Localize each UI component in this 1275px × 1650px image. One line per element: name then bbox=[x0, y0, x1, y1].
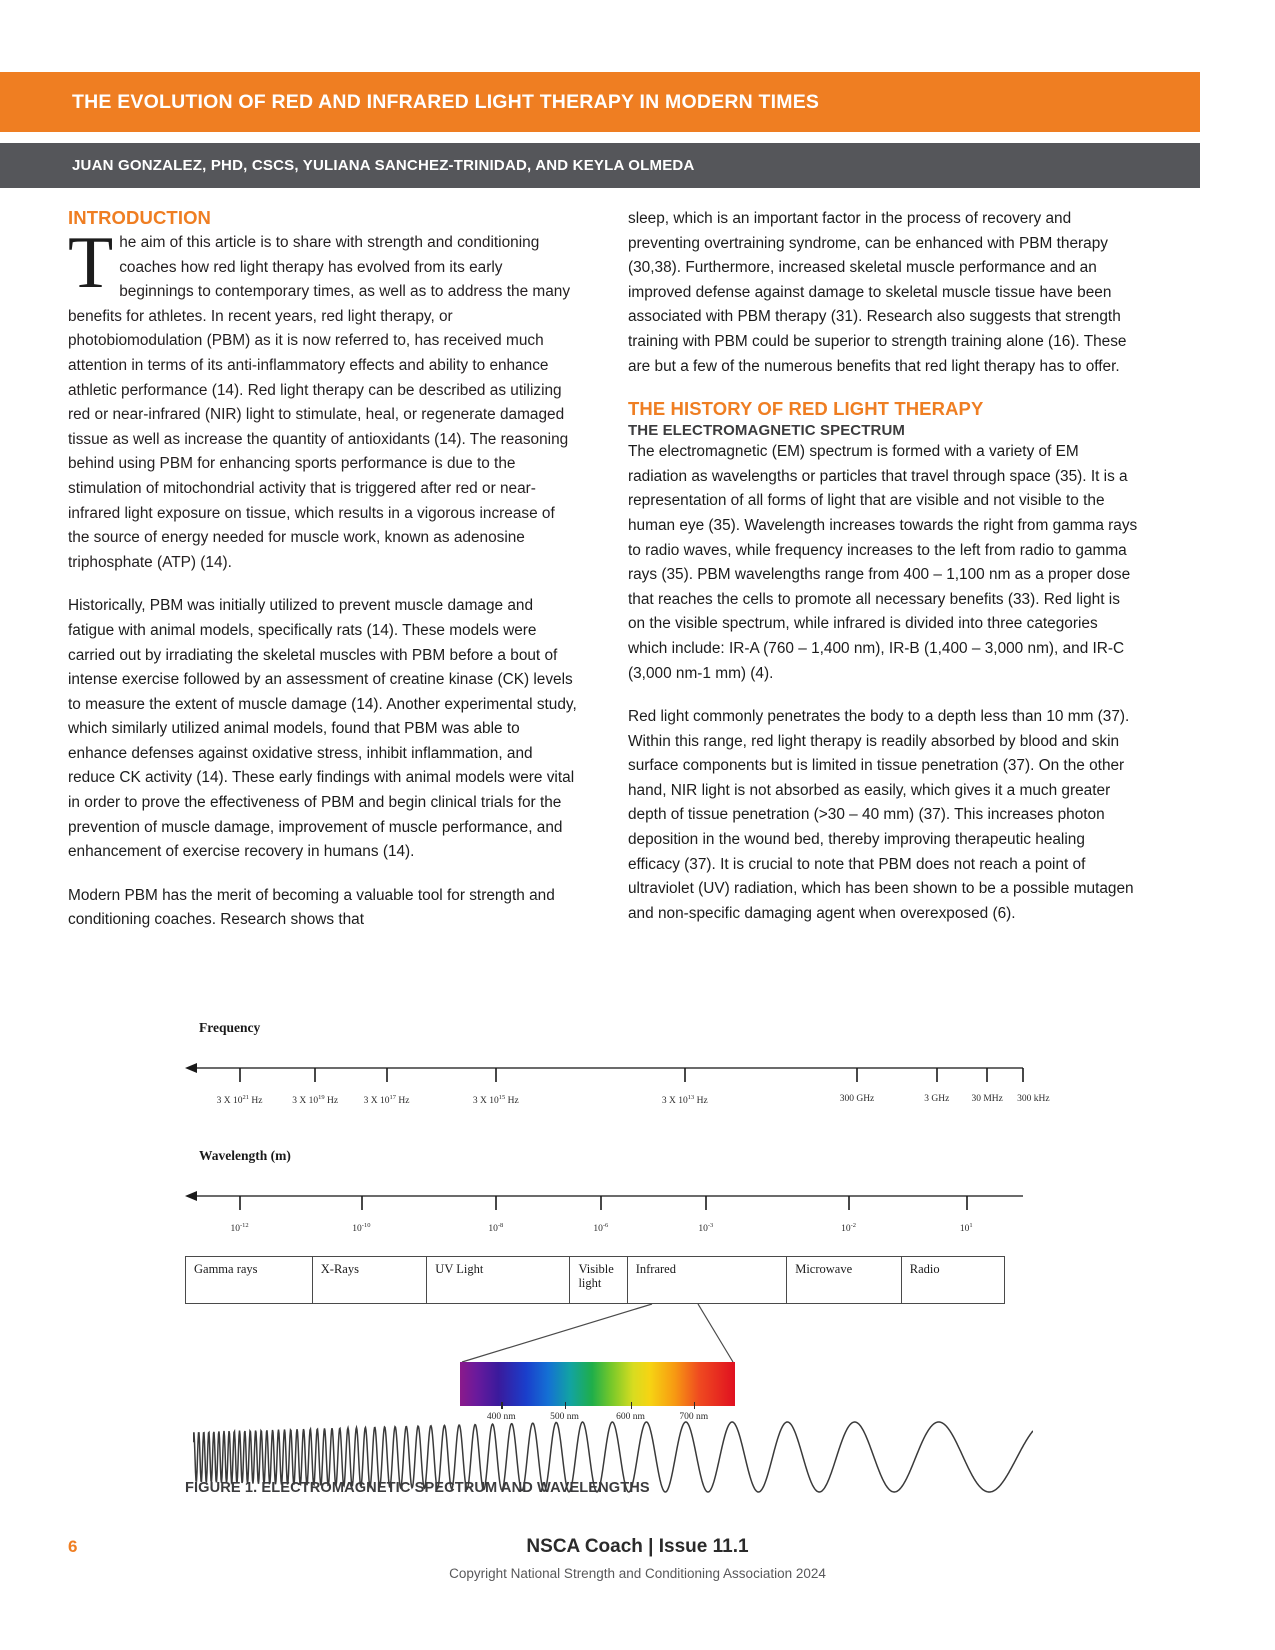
article-title-banner bbox=[0, 72, 1200, 132]
frequency-tick: 3 X $10^{13}$ Hz bbox=[661, 1094, 708, 1107]
spectrum-band: X-Rays bbox=[313, 1257, 428, 1303]
spectrum-connector-lines bbox=[185, 1304, 1025, 1364]
left-column bbox=[68, 207, 578, 933]
wavelength-axis-line bbox=[185, 1188, 1025, 1218]
nm-tick-mark bbox=[694, 1402, 696, 1409]
footer-publication: NSCA Coach | Issue 11.1 bbox=[526, 1536, 749, 1557]
frequency-tick: 3 X $10^{21}$ Hz bbox=[216, 1094, 263, 1107]
frequency-axis-label: Frequency bbox=[199, 1020, 261, 1035]
left-paragraph-3: Modern PBM has the merit of becoming a valuable tool for strength and conditioning coaches. Research shows that bbox=[68, 886, 555, 929]
visible-spectrum-bar bbox=[460, 1362, 735, 1406]
introduction-heading: INTRODUCTION bbox=[68, 207, 212, 228]
nm-label: 600 nm bbox=[616, 1412, 645, 1422]
frequency-tick: 300 GHz bbox=[839, 1094, 875, 1104]
frequency-tick: 300 kHz bbox=[1017, 1094, 1050, 1104]
history-heading: THE HISTORY OF RED LIGHT THERAPY bbox=[628, 398, 984, 420]
wavelength-axis-label: Wavelength (m) bbox=[199, 1148, 291, 1163]
nm-label: 500 nm bbox=[550, 1412, 579, 1422]
right-paragraph-2: The electromagnetic (EM) spectrum is formed with a variety of EM radiation as wavelengths or particles that travel through space (35). It is a representation of all forms of light that are visible and not visible to the human eye (35). Wavelength increases towards the right from gamma rays to radio waves, while frequency increases to the left from radio to gamma rays (35). PBM wavelengths range from 400 – 1,100 nm as a proper dose that reaches the cells to promote all necessary benefits (33). Red light is on the visible spectrum, while infrared is divided into three categories which include: IR-A (760 – 1,400 nm), IR-B (1,400 – 3,000 nm), and IR-C (3,000 nm-1 mm) (4). bbox=[628, 443, 1138, 682]
frequency-tick-labels bbox=[185, 1094, 1050, 1110]
drop-cap: T bbox=[68, 222, 114, 304]
frequency-tick: 3 X $10^{15}$ Hz bbox=[472, 1094, 519, 1107]
electromagnetic-spectrum-figure bbox=[185, 1020, 1050, 1500]
footer-copyright: Copyright National Strength and Conditioning Association 2024 bbox=[449, 1566, 826, 1581]
frequency-axis-line bbox=[185, 1060, 1025, 1090]
frequency-tick: 3 X $10^{17}$ Hz bbox=[363, 1094, 410, 1107]
spectrum-band: Infrared bbox=[628, 1257, 788, 1303]
frequency-tick: 3 GHz bbox=[924, 1094, 950, 1104]
spectrum-band: Microwave bbox=[787, 1257, 902, 1303]
spectrum-band: Visible light bbox=[570, 1257, 627, 1303]
em-spectrum-subheading: THE ELECTROMAGNETIC SPECTRUM bbox=[628, 422, 905, 440]
left-paragraph-2: Historically, PBM was initially utilized to prevent muscle damage and fatigue with animal models, specifically rats (14). These models were carried out by irradiating the skeletal muscles with PBM before a bout of intense exercise followed by an assessment of creatine kinase (CK) levels to measure the extent of muscle damage (14). Another experimental study, which similarly utilized animal models, found that PBM was able to enhance defenses against oxidative stress, inhibit inflammation, and reduce CK activity (14). These early findings with animal models were vital in order to prove the effectiveness of PBM and begin clinical trials for the prevention of muscle damage, improvement of muscle performance, and enhancement of exercise recovery in humans (14). bbox=[68, 597, 577, 861]
spectrum-band-table bbox=[185, 1256, 1005, 1304]
article-authors: JUAN GONZALEZ, PHD, CSCS, YULIANA SANCHEZ-TRINIDAD, AND KEYLA OLMEDA bbox=[72, 157, 695, 174]
article-body bbox=[68, 207, 1138, 933]
right-paragraph-1: sleep, which is an important factor in the process of recovery and preventing overtraining syndrome, can be enhanced with PBM therapy (30,38). Furthermore, increased skeletal muscle performance and an improved defense against damage to skeletal muscle tissue have been associated with PBM therapy (31). Research also suggests that strength training with PBM could be superior to strength training alone (16). These are but a few of the numerous benefits that red light therapy has to offer. bbox=[628, 210, 1127, 375]
spectrum-band: Radio bbox=[909, 1262, 940, 1276]
wavelength-tick: $10^{-3}$ bbox=[698, 1222, 714, 1235]
nm-tick-mark bbox=[501, 1402, 503, 1409]
spectrum-band: Gamma rays bbox=[186, 1257, 313, 1303]
article-title: THE EVOLUTION OF RED AND INFRARED LIGHT THERAPY IN MODERN TIMES bbox=[72, 90, 820, 113]
right-column bbox=[628, 207, 1138, 933]
wavelength-tick: $10^{-12}$ bbox=[230, 1222, 249, 1235]
wavelength-tick-labels bbox=[185, 1222, 1025, 1238]
wavelength-tick: $10^{-2}$ bbox=[841, 1222, 857, 1235]
intro-paragraph bbox=[68, 222, 578, 575]
article-author-banner bbox=[0, 143, 1200, 188]
nm-tick-mark bbox=[631, 1402, 633, 1409]
wavelength-tick: $10^{-6}$ bbox=[593, 1222, 609, 1235]
figure-caption: FIGURE 1. ELECTROMAGNETIC SPECTRUM AND WAVELENGTHS bbox=[185, 1480, 650, 1496]
page-number: 6 bbox=[68, 1537, 78, 1556]
wavelength-tick: $10^1$ bbox=[959, 1222, 973, 1235]
nm-tick-mark bbox=[565, 1402, 567, 1409]
intro-paragraph-text: he aim of this article is to share with strength and conditioning coaches how red light therapy has evolved from its early beginnings to contemporary times, as well as to address the many benefits for athletes. In recent years, red light therapy, or photobiomodulation (PBM) as it is now referred to, has received much attention in terms of its anti-inflammatory effects and ability to enhance athletic performance (14). Red light therapy can be described as utilizing red or near-infrared (NIR) light to stimulate, heal, or regenerate damaged tissue as well as increase the quantity of antioxidants (14). The reasoning behind using PBM for enhancing sports performance is due to the stimulation of mitochondrial activity that is triggered after red or near-infrared light exposure on tissue, which results in a vigorous increase of the source of energy needed for muscle work, known as adenosine triphosphate (ATP) (14). bbox=[68, 234, 571, 571]
right-paragraph-3: Red light commonly penetrates the body to a depth less than 10 mm (37). Within this range, red light therapy is readily absorbed by blood and skin surface components but is limited in tissue penetration (37). On the other hand, NIR light is not absorbed as easily, which gives it a much greater depth of tissue penetration (>30 – 40 mm) (37). This increases photon deposition in the wound bed, thereby improving therapeutic healing efficacy (37). It is crucial to note that PBM does not reach a point of ultraviolet (UV) radiation, which has been shown to be a possible mutagen and non-specific damaging agent when overexposed (6). bbox=[628, 708, 1134, 922]
nm-label: 700 nm bbox=[679, 1412, 709, 1422]
spectrum-band: UV Light bbox=[427, 1257, 570, 1303]
frequency-tick: 30 MHz bbox=[971, 1094, 1003, 1104]
nm-label: 400 nm bbox=[486, 1412, 516, 1422]
frequency-tick: 3 X $10^{19}$ Hz bbox=[292, 1094, 339, 1107]
wavelength-tick: $10^{-10}$ bbox=[352, 1222, 371, 1235]
wavelength-tick: $10^{-8}$ bbox=[488, 1222, 504, 1235]
